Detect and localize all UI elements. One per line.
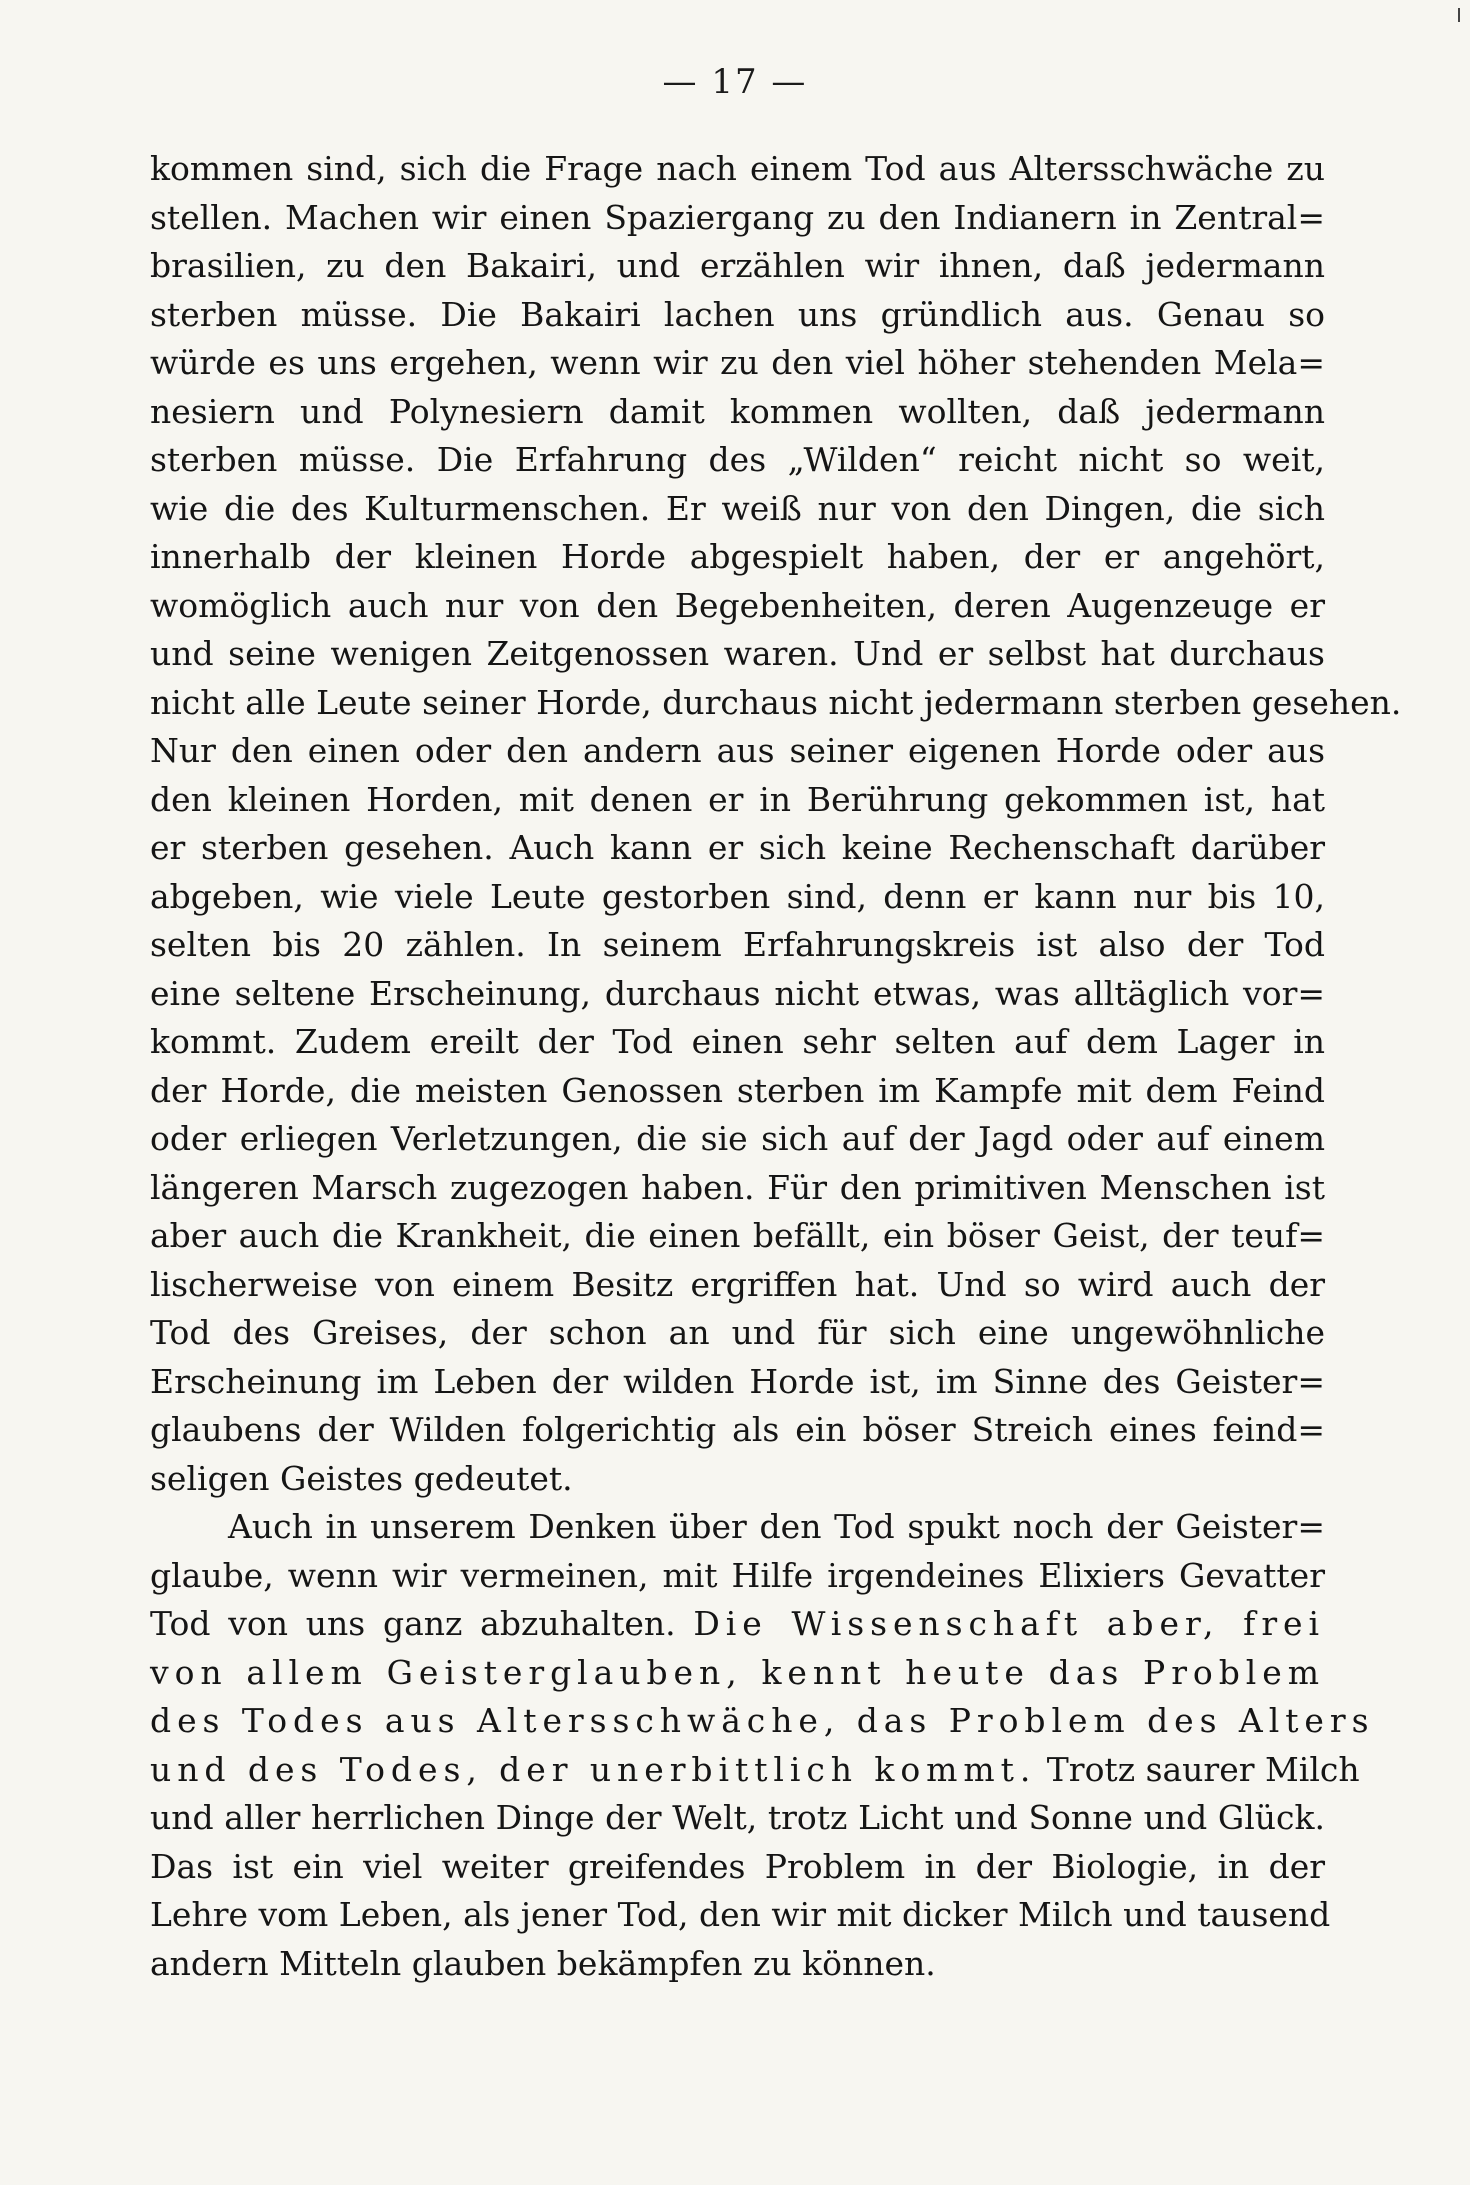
text-line: eine seltene Erscheinung, durchaus nicht etwas, was alltäglich vor=: [150, 973, 1325, 1013]
text-line: womöglich auch nur von den Begebenheiten, deren Augenzeuge er: [150, 585, 1325, 625]
text-line: [150, 1600, 1325, 1649]
text-line: selten bis 20 zählen. In seinem Erfahrungskreis ist also der Tod: [150, 925, 1325, 964]
text-line: den kleinen Horden, mit denen er in Berührung gekommen ist, hat: [150, 779, 1325, 819]
text-line: oder erliegen Verletzungen, die sie sich auf der Jagd oder auf einem: [150, 1119, 1325, 1158]
text-line: sterben müsse. Die Erfahrung des „Wilden“ reicht nicht so weit,: [150, 440, 1325, 479]
text-line: glaubens der Wilden folgerichtig als ein böser Streich eines feind=: [150, 1410, 1325, 1449]
text-line: Auch in unserem Denken über den Tod spukt noch der Geister=: [228, 1507, 1325, 1546]
text-line: abgeben, wie viele Leute gestorben sind, denn er kann nur bis 10,: [150, 876, 1325, 916]
spaced-text-segment: und des Todes, der unerbittlich kommt.: [150, 1749, 1037, 1789]
spaced-text-segment: Die Wissenschaft aber, frei: [693, 1604, 1325, 1643]
text-line: brasilien, zu den Bakairi, und erzählen wir ihnen, daß jedermann: [150, 246, 1325, 285]
text-line: Erscheinung im Leben der wilden Horde ist, im Sinne des Geister=: [150, 1361, 1325, 1401]
text-line: [150, 1746, 1360, 1795]
text-line: Das ist ein viel weiter greifendes Problem in der Biologie, in der: [150, 1846, 1325, 1886]
text-segment: Trotz saurer Milch: [1046, 1749, 1360, 1789]
text-line: und seine wenigen Zeitgenossen waren. Und er selbst hat durchaus: [150, 634, 1325, 673]
text-line: längeren Marsch zugezogen haben. Für den primitiven Menschen ist: [150, 1167, 1325, 1207]
page-number: — 17 —: [662, 62, 808, 102]
text-line: wie die des Kulturmenschen. Er weiß nur von den Dingen, die sich: [150, 488, 1325, 528]
text-line: kommt. Zudem ereilt der Tod einen sehr selten auf dem Lager in: [150, 1022, 1325, 1061]
text-line: glaube, wenn wir vermeinen, mit Hilfe irgendeines Elixiers Gevatter: [150, 1555, 1325, 1595]
text-segment: Tod von uns ganz abzuhalten.: [150, 1604, 676, 1643]
text-line: der Horde, die meisten Genossen sterben im Kampfe mit dem Feind: [150, 1070, 1325, 1110]
paragraph-1: [150, 145, 1402, 1503]
text-line: von allem Geisterglauben, kennt heute das Problem: [150, 1652, 1325, 1692]
text-line: innerhalb der kleinen Horde abgespielt haben, der er angehört,: [150, 537, 1325, 576]
text-line: sterben müsse. Die Bakairi lachen uns gründlich aus. Genau so: [150, 294, 1325, 334]
text-line: andern Mitteln glauben bekämpfen zu können.: [150, 1943, 936, 1983]
text-line: kommen sind, sich die Frage nach einem Tod aus Altersschwäche zu: [150, 149, 1325, 188]
body-text: [150, 145, 1402, 1988]
text-line: nicht alle Leute seiner Horde, durchaus nicht jedermann sterben gesehen.: [150, 682, 1402, 722]
text-line: und aller herrlichen Dinge der Welt, trotz Licht und Sonne und Glück.: [150, 1798, 1325, 1837]
text-line: Nur den einen oder den andern aus seiner eigenen Horde oder aus: [150, 731, 1325, 770]
text-line: lischerweise von einem Besitz ergriffen hat. Und so wird auch der: [150, 1264, 1325, 1304]
text-line: des Todes aus Altersschwäche, das Problem des Alters: [150, 1701, 1375, 1740]
margin-mark: [1458, 8, 1460, 22]
text-line: seligen Geistes gedeutet.: [150, 1458, 573, 1498]
text-line: er sterben gesehen. Auch kann er sich keine Rechenschaft darüber: [150, 828, 1325, 867]
text-line: würde es uns ergehen, wenn wir zu den viel höher stehenden Mela=: [150, 343, 1325, 382]
text-line: aber auch die Krankheit, die einen befällt, ein böser Geist, der teuf=: [150, 1216, 1325, 1255]
text-line: Lehre vom Leben, als jener Tod, den wir mit dicker Milch und tausend: [150, 1895, 1331, 1934]
text-line: nesiern und Polynesiern damit kommen wollten, daß jedermann: [150, 391, 1325, 431]
text-line: stellen. Machen wir einen Spaziergang zu den Indianern in Zentral=: [150, 197, 1325, 237]
text-line: Tod des Greises, der schon an und für sich eine ungewöhnliche: [150, 1313, 1325, 1352]
paragraph-2: [150, 1503, 1375, 1988]
